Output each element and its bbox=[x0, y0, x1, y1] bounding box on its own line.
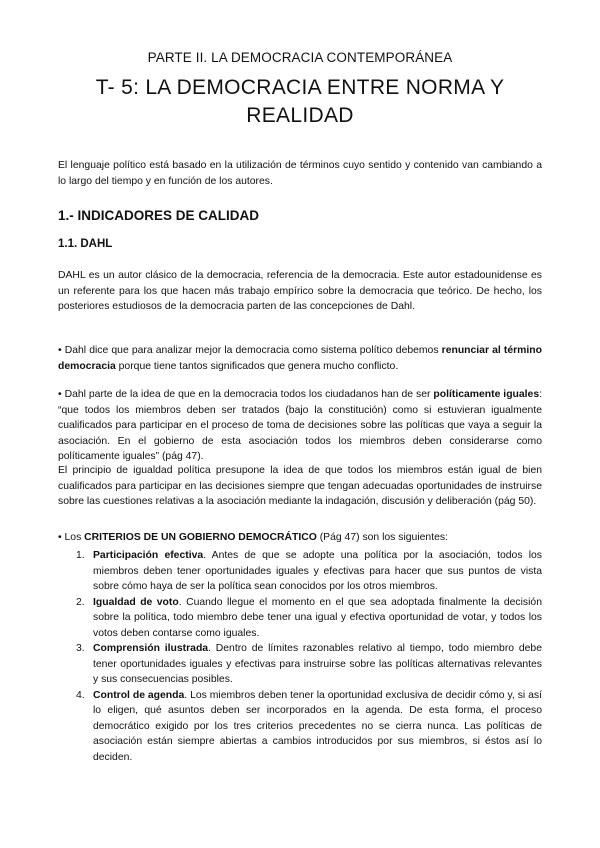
criteria-intro-bold: CRITERIOS DE UN GOBIERNO DEMOCRÁTICO bbox=[84, 532, 317, 543]
criteria-text: . Cuando llegue el momento en el que sea adoptada finalmente la decisión sobre la política, todo miembro debe tener una igual y efectiva oportunidad de votar, y todos los votos deben contarse como iguales. bbox=[93, 596, 542, 639]
bullet-iguales bbox=[58, 387, 542, 465]
page-title bbox=[40, 74, 560, 130]
criteria-item bbox=[58, 641, 542, 688]
criteria-term: Participación efectiva bbox=[93, 550, 204, 561]
criteria-number: 3. bbox=[76, 643, 85, 654]
criteria-item bbox=[58, 688, 542, 766]
bullet-iguales-bold: políticamente iguales bbox=[433, 389, 540, 400]
dahl-paragraph: DAHL es un autor clásico de la democracia, referencia de la democracia. Este autor estadounidense es un referente para los que hacen más trabajo empírico sobre la democracia que teórico. De hecho, los posteriores estudiosos de la democracia parten de las concepciones de Dahl. bbox=[58, 270, 542, 312]
equality-paragraph: El principio de igualdad política presupone la idea de que todos los miembros están igual de bien cualificados para participar en las decisiones siempre que tengan adecuadas oportunidades de instruirse sobre las cuestiones relativas a la asociación mediante la indagación, discusión y deliberación (pág 50). bbox=[58, 465, 542, 507]
criteria-number: 1. bbox=[76, 550, 85, 561]
bullet-iguales-before: • Dahl parte de la idea de que en la democracia todos los ciudadanos han de ser bbox=[58, 389, 434, 400]
criteria-term: Comprensión ilustrada bbox=[93, 643, 209, 654]
part-heading: PARTE II. LA DEMOCRACIA CONTEMPORÁNEA bbox=[147, 50, 453, 65]
title-line-1: T- 5: LA DEMOCRACIA ENTRE NORMA Y bbox=[95, 76, 505, 99]
criteria-intro bbox=[58, 530, 542, 546]
criteria-term: Igualdad de voto bbox=[93, 596, 179, 608]
section-heading: 1.- INDICADORES DE CALIDAD bbox=[58, 208, 260, 223]
criteria-item bbox=[58, 595, 542, 642]
criteria-term: Control de agenda bbox=[93, 689, 185, 701]
title-line-2: REALIDAD bbox=[246, 104, 354, 127]
bullet-renunciar-bold: renunciar al término democracia bbox=[58, 345, 542, 372]
criteria-number: 2. bbox=[76, 596, 85, 608]
bullet-renunciar-after: porque tiene tantos significados que genera mucho conflicto. bbox=[115, 360, 399, 372]
criteria-text: . Antes de que se adopte una política por la asociación, todos los miembros deben tener oportunidades iguales y efectivas para hacer que sus puntos de vista sobre cómo haya de ser la política sean conocidos por los otros miembros. bbox=[93, 550, 542, 592]
criteria-intro-after: (Pág 47) son los siguientes: bbox=[316, 532, 448, 543]
intro-paragraph: El lenguaje político está basado en la utilización de términos cuyo sentido y contenido van cambiando a lo largo del tiempo y en función de los autores. bbox=[58, 160, 542, 187]
criteria-intro-before: • Los bbox=[58, 532, 85, 543]
criteria-text: . Dentro de límites razonables relativo al tiempo, todo miembro debe tener oportunidades iguales y efectivas para instruirse sobre las políticas alternativas relevantes y sus consecuencias posibles. bbox=[93, 643, 542, 685]
criteria-item bbox=[58, 548, 542, 595]
bullet-iguales-after: : “que todos los miembros deben ser tratados (bajo la constitución) como si estuvieran igualmente cualificados para participar en el proceso de toma de decisiones sobre las políticas que vaya a seguir la asociación. En el gobierno de esta asociación todos los miembros deben considerarse como políticamente iguales” (pág 47). bbox=[58, 389, 543, 462]
criteria-list bbox=[58, 548, 542, 765]
subsection-heading: 1.1. DAHL bbox=[58, 238, 113, 250]
bullet-renunciar-before: • Dahl dice que para analizar mejor la democracia como sistema político debemos bbox=[58, 345, 442, 356]
bullet-renunciar bbox=[58, 343, 542, 374]
criteria-number: 4. bbox=[76, 689, 85, 701]
criteria-text: . Los miembros deben tener la oportunidad exclusiva de decidir cómo y, si así lo eligen, qué asuntos deben ser incorporados en la agenda. De esta forma, el proceso democrático exigido por los tres criterios precedentes no se cierra nunca. Las políticas de asociación están siempre abiertas a cambios introducidos por sus miembros, si éstos así lo deciden. bbox=[93, 689, 542, 763]
